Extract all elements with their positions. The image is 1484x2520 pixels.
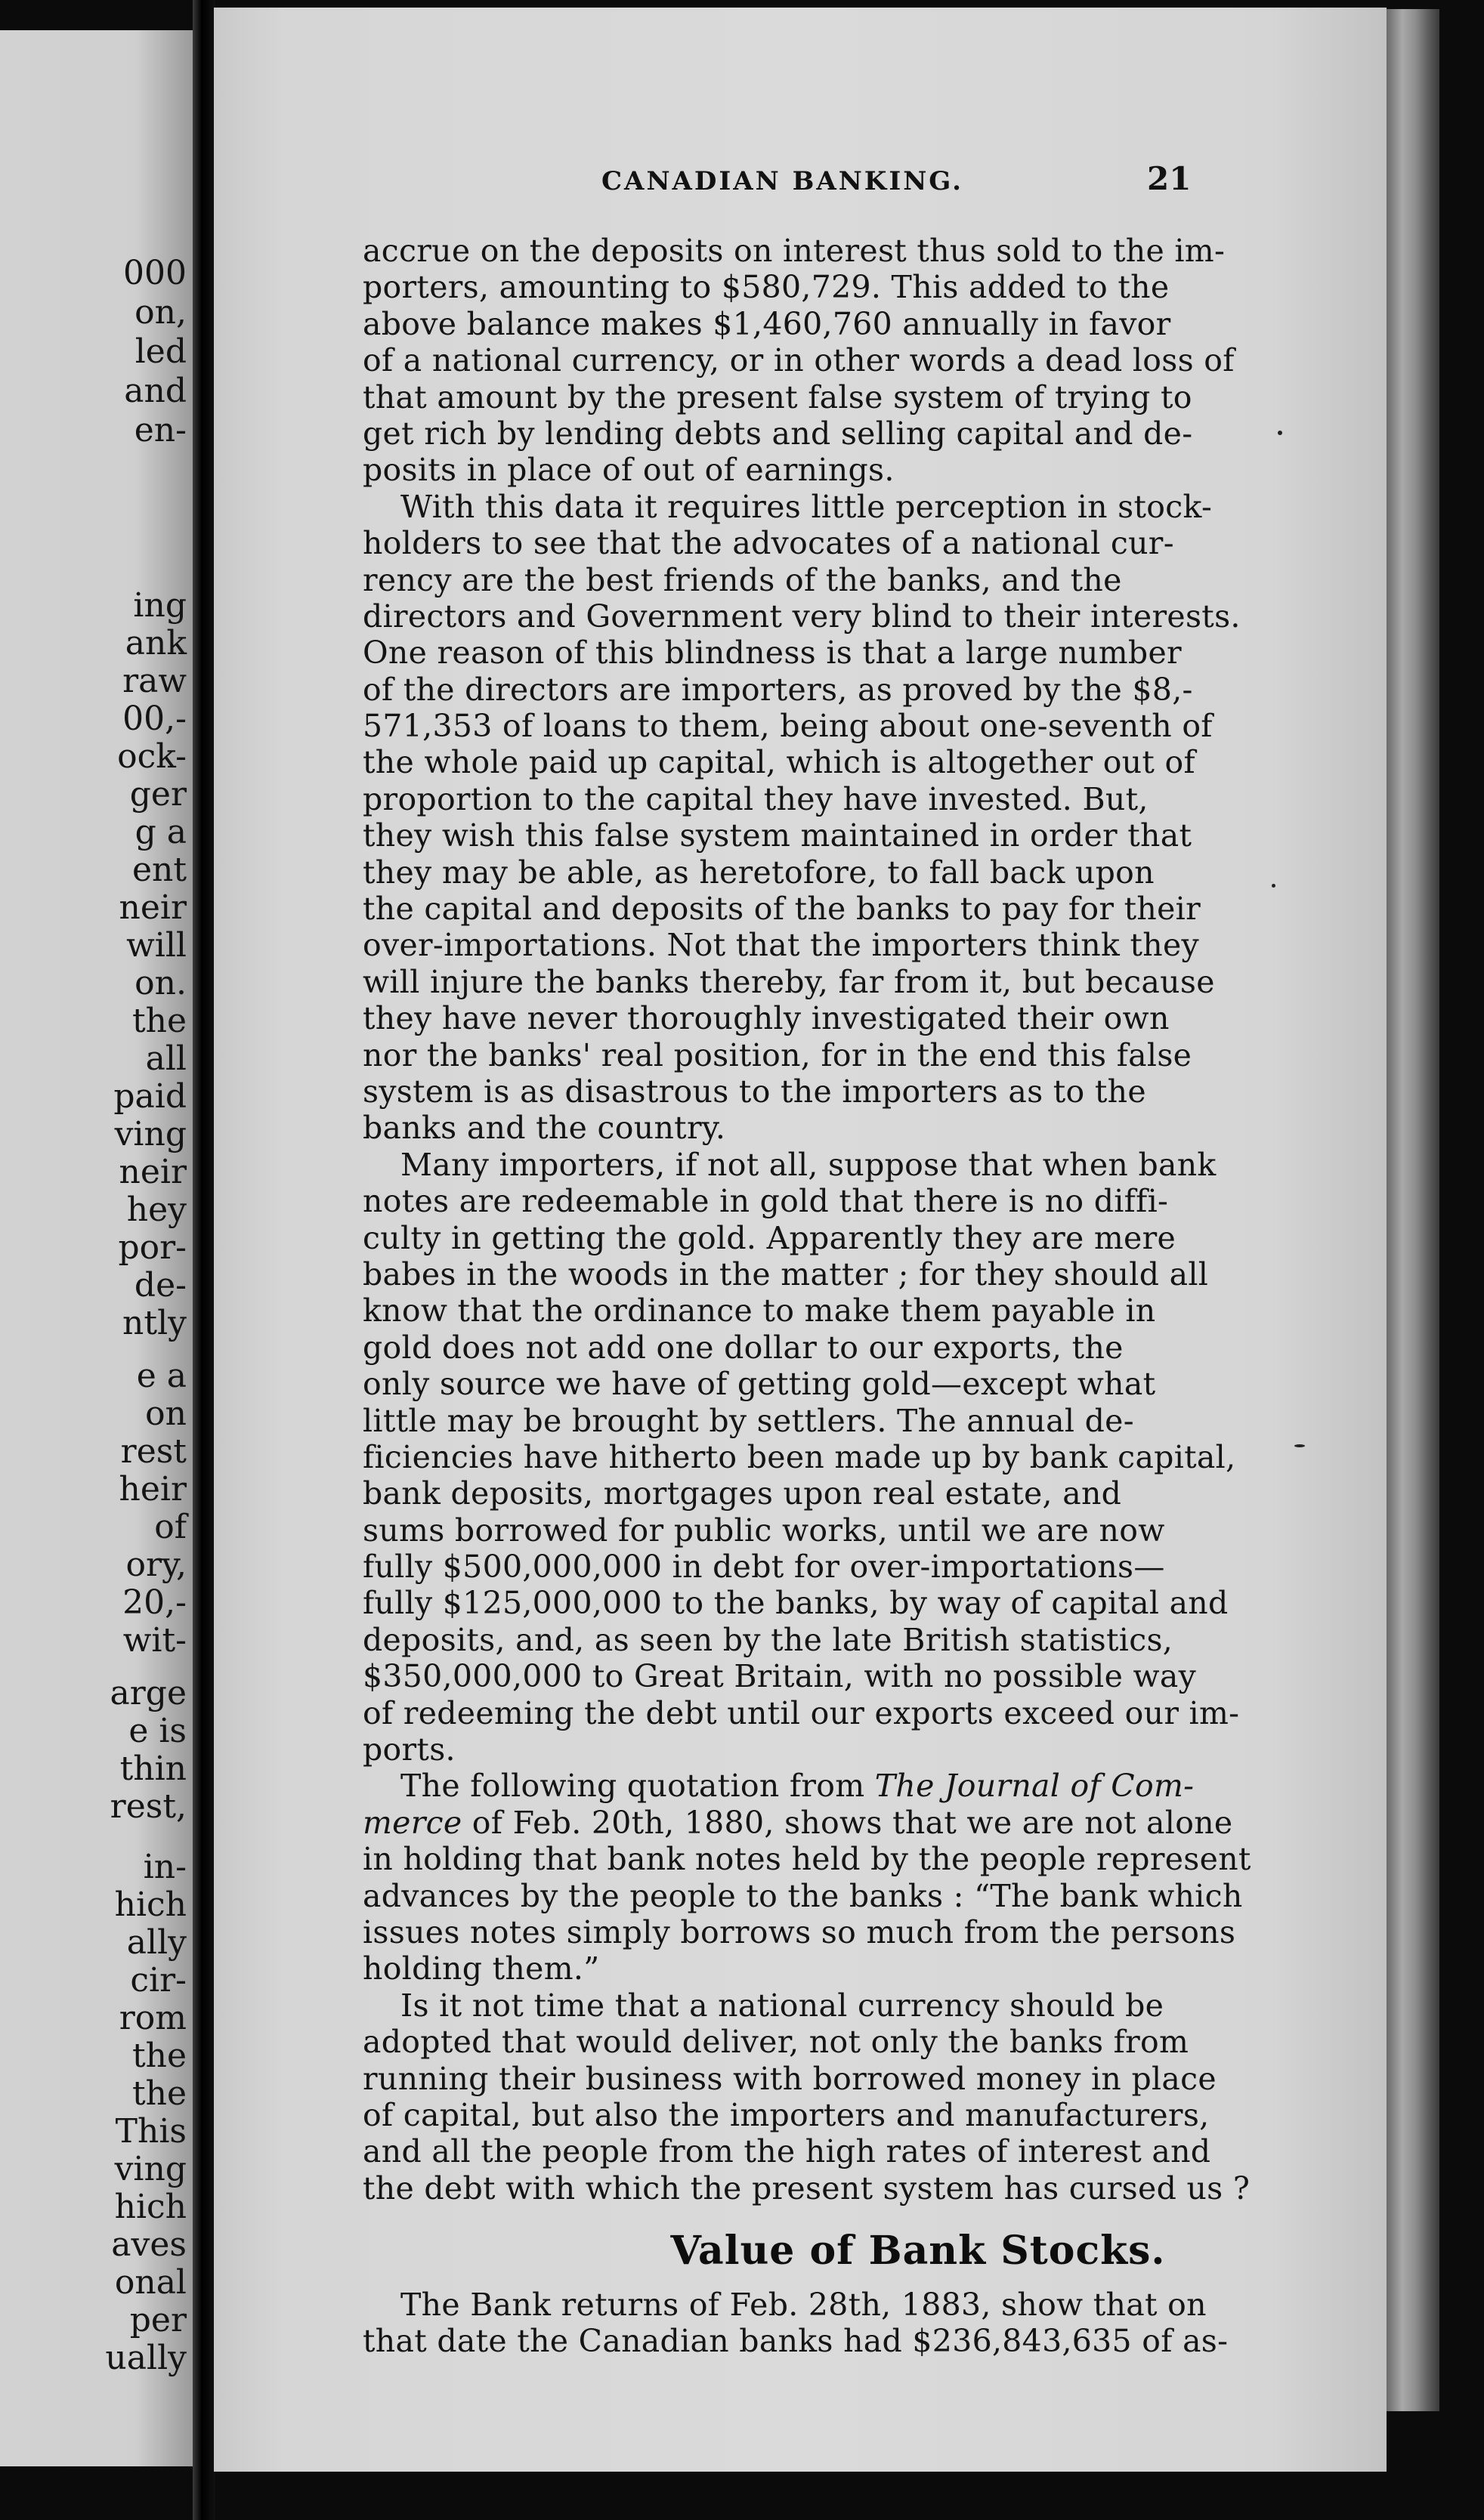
- text-line: accrue on the deposits on interest thus sold to the im-: [363, 233, 1226, 269]
- text-line: they wish this false system maintained in order that: [363, 817, 1192, 854]
- spacer: [363, 2207, 1387, 2225]
- left-page-fragment: the: [131, 2037, 187, 2075]
- text-line: the debt with which the present system has cursed us ?: [363, 2169, 1251, 2207]
- text-run: of Feb. 20th, 1880, shows that we are not alone: [462, 1804, 1233, 1841]
- text-line: holders to see that the advocates of a national cur-: [363, 525, 1174, 562]
- left-page-fragment: 20,-: [122, 1583, 187, 1622]
- left-page-fragment: hich: [114, 2188, 187, 2226]
- paragraph-1: [363, 233, 1387, 489]
- left-page-fragment: ntly: [122, 1304, 187, 1342]
- text-line: of redeeming the debt until our exports exceed our im-: [363, 1694, 1240, 1731]
- left-page-fragment: the: [131, 1002, 187, 1040]
- left-page-fragment: ually: [105, 2339, 187, 2377]
- text-line: Is it not time that a national currency should be: [400, 1987, 1164, 2024]
- text-line: little may be brought by settlers. The annual de-: [363, 1402, 1134, 1439]
- left-page-fragment: cir-: [130, 1961, 187, 2000]
- text-line: ports.: [363, 1731, 456, 1768]
- paragraph-2: [363, 489, 1387, 1147]
- text-line: issues notes simply borrows so much from the persons: [363, 1913, 1236, 1950]
- text-line: 571,353 of loans to them, being about one-seventh of: [363, 708, 1213, 745]
- left-page-fragment: wit-: [122, 1621, 187, 1660]
- page-number: 21: [1147, 160, 1192, 197]
- text-line: system is as disastrous to the importers as to the: [363, 1073, 1146, 1110]
- text-line: fully $500,000,000 in debt for over-importations—: [363, 1549, 1165, 1586]
- left-page-fragment: ent: [131, 851, 187, 889]
- left-page-fragment: on,: [134, 293, 187, 332]
- text-line: in holding that bank notes held by the people represent: [363, 1841, 1251, 1878]
- left-page-fragment: aves: [111, 2225, 187, 2264]
- text-line: posits in place of out of earnings.: [363, 452, 895, 489]
- text-line: adopted that would deliver, not only the banks from: [363, 2024, 1189, 2061]
- left-page-fragment: rom: [119, 1999, 187, 2037]
- spacer: [363, 2278, 1387, 2287]
- paragraph-3: [363, 1147, 1387, 1768]
- left-page-fragment: en-: [134, 411, 187, 449]
- left-page-fragment: hich: [114, 1885, 187, 1924]
- section-heading: Value of Bank Stocks.: [670, 2228, 1166, 2274]
- text-line: only source we have of getting gold—except what: [363, 1366, 1156, 1403]
- left-page-fragment: ank: [125, 624, 187, 662]
- left-page-fragment: on.: [134, 964, 187, 1002]
- text-run: The following quotation from: [400, 1768, 875, 1805]
- left-page-fragment: 000: [123, 254, 187, 292]
- left-page-fragment: onal: [114, 2263, 187, 2302]
- left-page-fragment: 00,-: [122, 699, 187, 738]
- text-line: of the directors are importers, as proved by the $8,-: [363, 671, 1193, 708]
- left-page-fragment: of: [154, 1508, 187, 1546]
- text-line: above balance makes $1,460,760 annually in favor: [363, 305, 1171, 342]
- left-page-fragment: raw: [122, 662, 187, 700]
- text-line: know that the ordinance to make them payable in: [363, 1292, 1156, 1329]
- scan-speck: [1294, 1444, 1305, 1447]
- book-gutter: [193, 0, 215, 2520]
- left-page-fragment: e is: [128, 1712, 187, 1750]
- left-page-fragment: all: [145, 1039, 187, 1078]
- left-page-fragment: hey: [126, 1191, 187, 1229]
- body-text: [363, 233, 1387, 2360]
- text-line: advances by the people to the banks : “The bank which: [363, 1877, 1243, 1914]
- text-line: The Bank returns of Feb. 28th, 1883, show that on: [400, 2287, 1207, 2324]
- text-line: deposits, and, as seen by the late British statistics,: [363, 1621, 1173, 1658]
- text-line: One reason of this blindness is that a large number: [363, 635, 1182, 672]
- text-line: the capital and deposits of the banks to pay for their: [363, 891, 1201, 928]
- text-line: notes are redeemable in gold that there is no diffi-: [363, 1183, 1169, 1220]
- text-line: that date the Canadian banks had $236,843,635 of as-: [363, 2323, 1229, 2360]
- left-page-fragment: arge: [110, 1674, 187, 1712]
- left-page-fragment: rest,: [110, 1787, 187, 1826]
- text-line: banks and the country.: [363, 1110, 726, 1147]
- text-line: With this data it requires little perception in stock-: [400, 488, 1213, 525]
- journal-title: merce: [363, 1804, 462, 1841]
- left-page-fragment: ing: [133, 586, 187, 625]
- text-line: and all the people from the high rates of interest and: [363, 2133, 1211, 2170]
- text-line: directors and Government very blind to their interests.: [363, 598, 1241, 635]
- left-page-fragment: rest: [120, 1432, 187, 1471]
- text-line: they may be able, as heretofore, to fall back upon: [363, 854, 1155, 891]
- left-page-fragment: ving: [114, 2150, 187, 2188]
- text-line: rency are the best friends of the banks, and the: [363, 561, 1122, 598]
- left-page-fragment: on: [145, 1394, 187, 1433]
- left-page-fragment: per: [129, 2301, 187, 2339]
- journal-title: The Journal of Com-: [874, 1768, 1195, 1805]
- text-line: nor the banks' real position, for in the end this false: [363, 1036, 1192, 1073]
- scan-speck: [1278, 431, 1282, 435]
- text-line: $350,000,000 to Great Britain, with no possible way: [363, 1658, 1197, 1695]
- left-page-fragment: This: [115, 2112, 187, 2151]
- text-line: that amount by the present false system of trying to: [363, 378, 1192, 415]
- text-line: proportion to the capital they have invested. But,: [363, 780, 1149, 817]
- text-line: they have never thoroughly investigated their own: [363, 1000, 1170, 1037]
- text-line: ficiencies have hitherto been made up by bank capital,: [363, 1438, 1236, 1475]
- left-page-fragment: e a: [136, 1357, 187, 1395]
- left-page-fragment: thin: [119, 1749, 187, 1788]
- paragraph-6: [363, 2287, 1387, 2360]
- left-page-fragment: ock-: [117, 737, 187, 776]
- left-page-fragment: de-: [134, 1266, 187, 1305]
- left-page-fragment: ory,: [125, 1546, 187, 1584]
- left-page-fragment: heir: [119, 1470, 187, 1509]
- text-line: gold does not add one dollar to our exports, the: [363, 1329, 1124, 1366]
- left-page-fragment: in-: [143, 1848, 187, 1886]
- left-page-fragment: the: [131, 2074, 187, 2113]
- text-line: will injure the banks thereby, far from it, but because: [363, 963, 1215, 1000]
- left-page-fragment: will: [126, 926, 187, 965]
- left-page-fragment: neir: [119, 1153, 187, 1191]
- text-line: bank deposits, mortgages upon real estate, and: [363, 1475, 1122, 1512]
- page-edge: [1387, 9, 1439, 2411]
- paragraph-4: [363, 1768, 1387, 1987]
- left-page-fragment: ger: [129, 775, 187, 814]
- left-page-fragment: and: [124, 372, 187, 410]
- text-line: over-importations. Not that the importers think they: [363, 927, 1199, 964]
- paragraph-5: [363, 1987, 1387, 2207]
- text-line: the whole paid up capital, which is altogether out of: [363, 744, 1195, 781]
- text-line: sums borrowed for public works, until we are now: [363, 1512, 1165, 1549]
- text-line: babes in the woods in the matter ; for they should all: [363, 1255, 1209, 1292]
- left-page-fragment: paid: [113, 1077, 187, 1116]
- left-page-fragment: neir: [119, 888, 187, 927]
- page-header: [214, 160, 1387, 212]
- text-line: holding them.”: [363, 1950, 600, 1987]
- text-line: Many importers, if not all, suppose that when bank: [400, 1146, 1217, 1183]
- left-page-fragment: por-: [118, 1228, 187, 1267]
- text-line: get rich by lending debts and selling capital and de-: [363, 415, 1193, 452]
- left-facing-page: [0, 30, 193, 2466]
- text-line: [363, 1805, 1387, 1841]
- text-line: culty in getting the gold. Apparently they are mere: [363, 1219, 1176, 1256]
- left-page-fragment: ving: [114, 1115, 187, 1153]
- text-line: running their business with borrowed money in place: [363, 2060, 1217, 2097]
- text-line: of capital, but also the importers and manufacturers,: [363, 2096, 1210, 2133]
- main-page: [214, 8, 1387, 2472]
- left-page-fragment: g a: [134, 813, 187, 851]
- text-line: [363, 1768, 1387, 1804]
- text-line: of a national currency, or in other words a dead loss of: [363, 342, 1235, 379]
- text-line: fully $125,000,000 to the banks, by way of capital and: [363, 1585, 1229, 1622]
- text-line: porters, amounting to $580,729. This added to the: [363, 269, 1170, 306]
- left-page-fragment: ally: [126, 1923, 187, 1962]
- running-head: CANADIAN BANKING.: [601, 166, 963, 196]
- left-page-fragment: led: [134, 332, 187, 371]
- scan-speck: [1272, 884, 1275, 888]
